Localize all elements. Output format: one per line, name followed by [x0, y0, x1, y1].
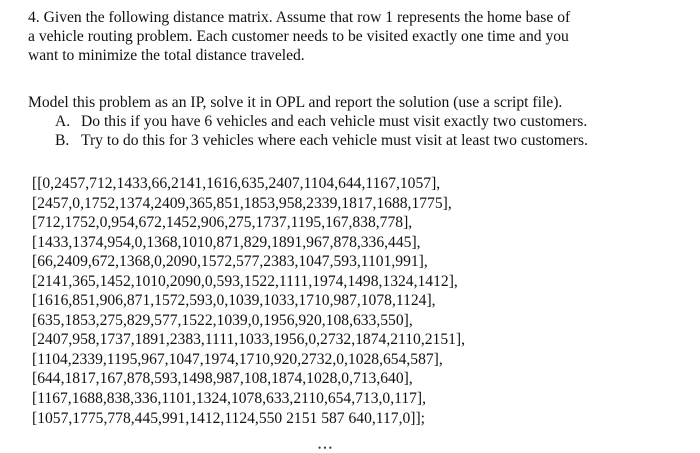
task-item-a — [28, 112, 688, 131]
task-item-b — [28, 131, 688, 150]
matrix-row-6: [2141,365,1452,1010,2090,0,593,1522,1111,1974,1498,1324,1412], — [32, 272, 458, 290]
matrix-row-7: [1616,851,906,871,1572,593,0,1039,1033,1710,987,1078,1124], — [32, 292, 436, 310]
matrix-row-8: [635,1853,275,829,577,1522,1039,0,1956,920,108,633,550], — [32, 311, 413, 329]
matrix-row-5: [66,2409,672,1368,0,2090,1572,577,2383,1047,593,1101,991], — [32, 253, 428, 271]
task-item-a-text: Do this if you have 6 vehicles and each vehicle must visit exactly two customers. — [81, 113, 588, 130]
matrix-row-3: [712,1752,0,954,672,1452,906,275,1737,1195,167,838,778], — [32, 214, 413, 232]
task-intro: Model this problem as an IP, solve it in OPL and report the solution (use a script file). — [28, 94, 563, 111]
task-item-b-text: Try to do this for 3 vehicles where each vehicle must visit at least two customers. — [81, 132, 588, 149]
matrix-row-4: [1433,1374,954,0,1368,1010,871,829,1891,967,878,336,445], — [32, 233, 421, 251]
matrix-row-2: [2457,0,1752,1374,2409,365,851,1853,958,2339,1817,1688,1775], — [32, 194, 452, 212]
matrix-row-10: [1104,2339,1195,967,1047,1974,1710,920,2732,0,1028,654,587], — [32, 350, 443, 368]
matrix-row-9: [2407,958,1737,1891,2383,1111,1033,1956,0,2732,1874,2110,2151], — [32, 331, 465, 349]
problem-statement — [28, 8, 688, 65]
matrix-row-12: [1167,1688,838,336,1101,1324,1078,633,2110,654,713,0,117], — [32, 390, 427, 408]
distance-matrix — [32, 174, 682, 428]
matrix-row-11: [644,1817,167,878,593,1498,987,108,1874,1028,0,713,640], — [32, 370, 413, 388]
problem-line-2: a vehicle routing problem. Each customer needs to be visited exactly one time and you — [28, 28, 569, 45]
cropped-footer-marks: • • • — [318, 443, 332, 453]
task-item-a-letter: A. — [55, 113, 71, 130]
problem-line-1: 4. Given the following distance matrix. Assume that row 1 represents the home base of — [28, 9, 571, 26]
problem-line-3: want to minimize the total distance traveled. — [28, 47, 305, 64]
matrix-row-1: [[0,2457,712,1433,66,2141,1616,635,2407,1104,644,1167,1057], — [32, 175, 441, 192]
matrix-row-13: [1057,1775,778,445,991,1412,1124,550 2151 587 640,117,0]]; — [32, 409, 426, 427]
task-section — [28, 93, 688, 150]
task-item-b-letter: B. — [55, 132, 70, 149]
